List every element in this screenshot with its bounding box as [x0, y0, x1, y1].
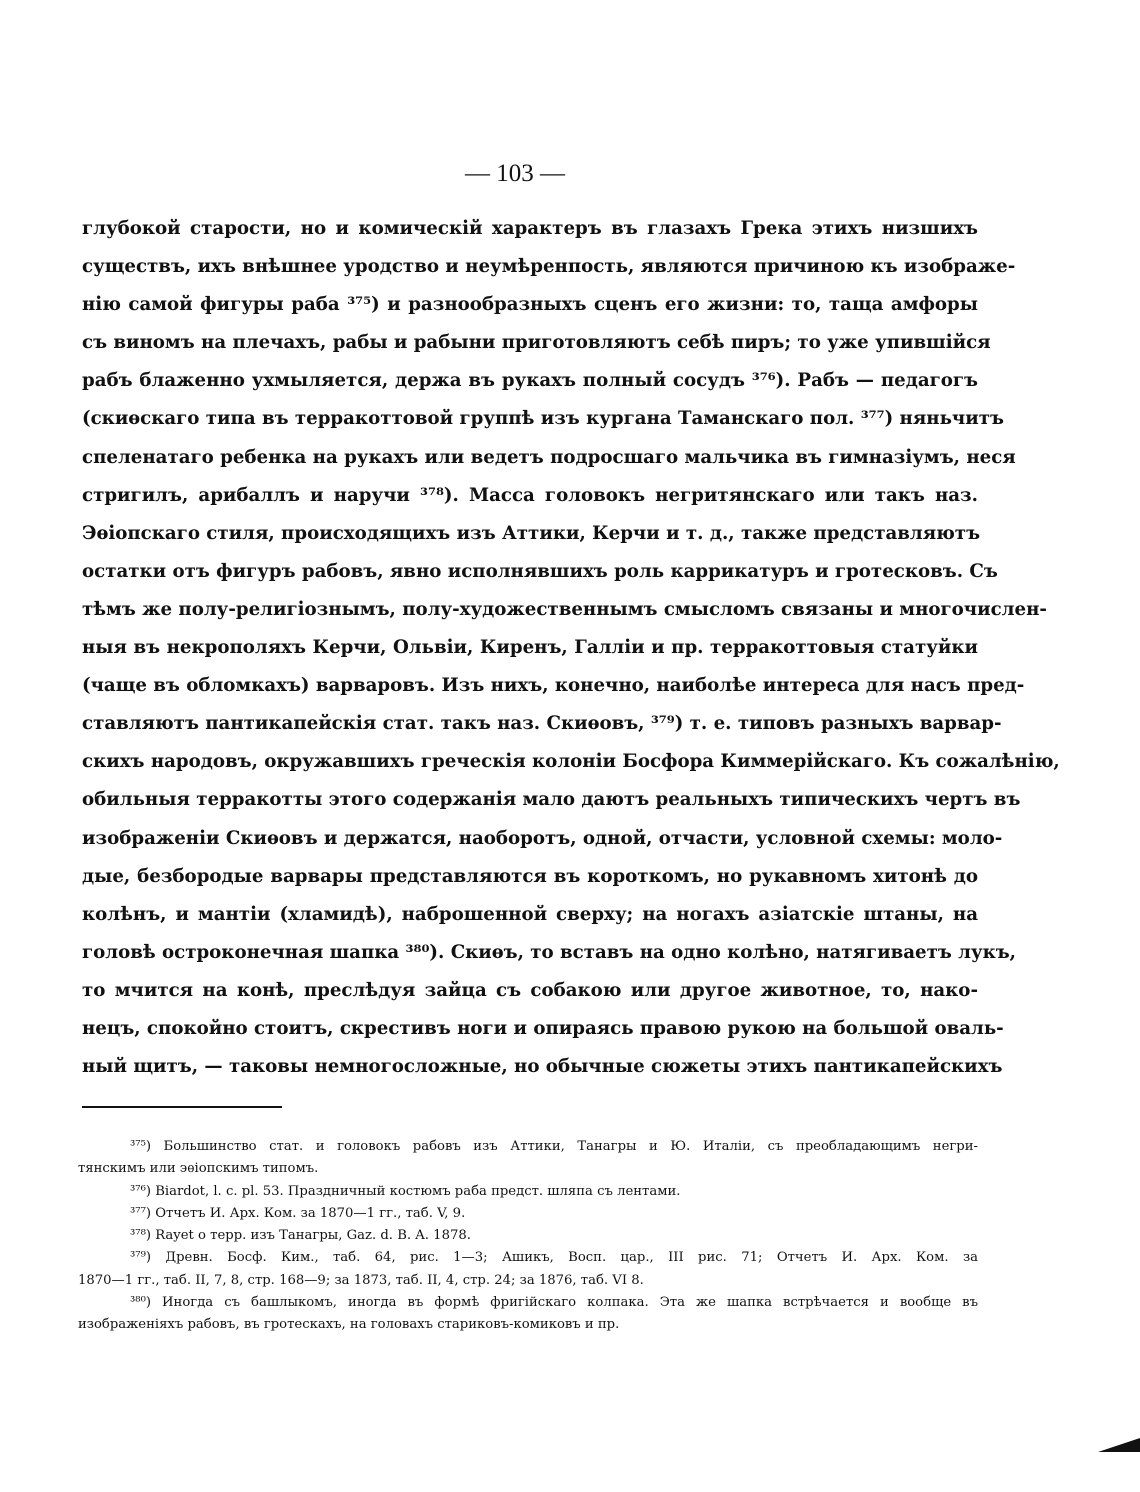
text-line: обильныя терракотты этого содержанія мало даютъ реальныхъ типическихъ чертъ въ	[82, 789, 1021, 811]
text-line: спеленатаго ребенка на рукахъ или ведетъ подросшаго мальчика въ гимназіумъ, неся	[82, 446, 1016, 468]
text-line: рабъ блаженно ухмыляется, держа въ рукахъ полный сосудъ ³⁷⁶). Рабъ — педагогъ	[82, 370, 978, 392]
text-line: ставляютъ пантикапейскія стат. такъ наз. Скиѳовъ, ³⁷⁹) т. е. типовъ разныхъ варвар-	[82, 713, 1002, 735]
text-line: нецъ, спокойно стоитъ, скрестивъ ноги и опираясь правою рукою на большой оваль-	[82, 1017, 1004, 1039]
footnotes	[78, 1136, 978, 1337]
footnote-line: ³⁷⁷) Отчетъ И. Арх. Ком. за 1870—1 гг., таб. V, 9.	[130, 1205, 466, 1221]
text-line: головѣ остроконечная шапка ³⁸⁰). Скиѳъ, то вставъ на одно колѣно, натягиваетъ лукъ,	[82, 941, 1017, 963]
footnote-line: ³⁷⁸) Rayet о терр. изъ Танагры, Gaz. d. B. A. 1878.	[130, 1228, 471, 1244]
text-line: Эѳіопскаго стиля, происходящихъ изъ Аттики, Керчи и т. д., также представляютъ	[82, 522, 981, 544]
text-line: существъ, ихъ внѣшнее уродство и неумѣренпость, являются причиною къ изображе-	[82, 256, 1016, 278]
text-line: съ виномъ на плечахъ, рабы и рабыни приготовляютъ себѣ пиръ; то уже упившійся	[82, 332, 991, 354]
text-line: (скиѳскаго типа въ терракоттовой группѣ изъ кургана Таманскаго пол. ³⁷⁷) няньчитъ	[82, 408, 1004, 430]
footnote-divider	[82, 1106, 282, 1108]
text-line: (чаще въ обломкахъ) варваровъ. Изъ нихъ, конечно, наиболѣе интереса для насъ пред-	[82, 675, 1025, 697]
footnote-line: ³⁷⁶) Biardot, l. c. pl. 53. Праздничный костюмъ раба предст. шляпа съ лентами.	[130, 1183, 681, 1199]
text-line: дые, безбородые варвары представляются въ короткомъ, но рукавномъ хитонѣ до	[82, 865, 978, 887]
footnote-line: 1870—1 гг., таб. II, 7, 8, стр. 168—9; за 1873, таб. II, 4, стр. 24; за 1876, таб. VI 8.	[78, 1272, 644, 1288]
footnote-line: тянскимъ или эѳіопскимъ типомъ.	[78, 1161, 319, 1177]
text-line: то мчится на конѣ, преслѣдуя зайца съ собакою или другое животное, то, нако-	[82, 979, 978, 1001]
main-text	[82, 210, 1060, 1086]
text-line: глубокой старости, но и комическій характеръ въ глазахъ Грека этихъ низшихъ	[82, 218, 978, 239]
text-line: стригилъ, арибаллъ и наручи ³⁷⁸). Масса головокъ негритянскаго или такъ наз.	[82, 484, 978, 506]
scan-corner-mark	[1098, 1436, 1140, 1452]
footnote-line: ³⁷⁹) Древн. Босф. Ким., таб. 64, рис. 1—3; Ашикъ, Восп. цар., III рис. 71; Отчетъ И. Арх. Ком. за	[130, 1250, 978, 1266]
text-line: ныя въ некрополяхъ Керчи, Ольвіи, Киренъ, Галліи и пр. терракоттовыя статуйки	[82, 637, 978, 659]
text-line: колѣнъ, и мантіи (хламидѣ), наброшенной сверху; на ногахъ азіатскіе штаны, на	[82, 903, 978, 925]
footnote-line: ³⁷⁵) Большинство стат. и головокъ рабовъ изъ Аттики, Танагры и Ю. Италіи, съ преобладающимъ негри-	[130, 1139, 978, 1154]
footnote-line: ³⁸⁰) Иногда съ башлыкомъ, иногда въ формѣ фригійскаго колпака. Эта же шапка встрѣчается и вообще въ	[130, 1295, 978, 1311]
text-line: ный щитъ, — таковы немногосложные, но обычные сюжеты этихъ пантикапейскихъ	[82, 1056, 1003, 1078]
text-line: остатки отъ фигуръ рабовъ, явно исполнявшихъ роль каррикатуръ и гротесковъ. Съ	[82, 560, 998, 582]
text-line: нію самой фигуры раба ³⁷⁵) и разнообразныхъ сценъ его жизни: то, таща амфоры	[82, 294, 978, 316]
text-line: скихъ народовъ, окружавшихъ греческія колоніи Босфора Киммерійскаго. Къ сожалѣнію,	[82, 751, 1060, 773]
text-line: изображеніи Скиѳовъ и держатся, наоборотъ, одной, отчасти, условной схемы: моло-	[82, 827, 1003, 849]
text-line: тѣмъ же полу-религіознымъ, полу-художественнымъ смысломъ связаны и многочислен-	[82, 598, 1047, 620]
page-number: — 103 —	[465, 160, 565, 187]
footnote-line: изображеніяхъ рабовъ, въ гротескахъ, на головахъ стариковъ-комиковъ и пр.	[78, 1317, 620, 1333]
